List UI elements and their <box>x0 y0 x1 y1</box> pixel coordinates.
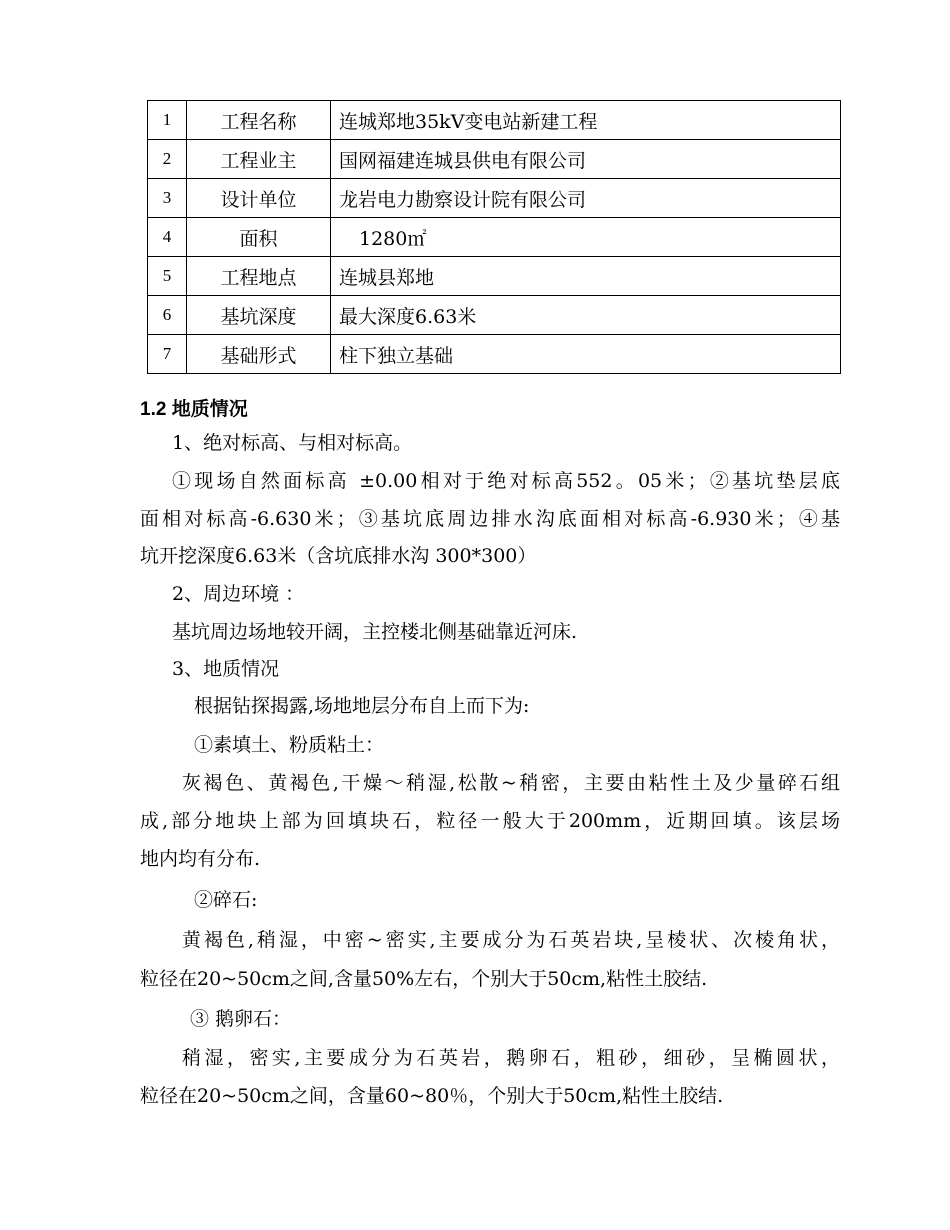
row-number: 5 <box>148 257 187 296</box>
paragraph-line: ①素填土、粉质粘土： <box>194 734 385 756</box>
row-value: 柱下独立基础 <box>331 335 841 374</box>
row-value: 最大深度6.63米 <box>331 296 841 335</box>
row-value: 连城县郑地 <box>331 257 841 296</box>
paragraph-line: ③ 鹅卵石： <box>190 1008 292 1030</box>
paragraph-line: 灰褐色、黄褐色,干燥～稍湿,松散~稍密，主要由粘性土及少量碎石组 <box>182 772 840 794</box>
row-key: 面积 <box>187 218 331 257</box>
row-key: 设计单位 <box>187 179 331 218</box>
row-number: 7 <box>148 335 187 374</box>
paragraph-line: 根据钻探揭露,场地地层分布自上而下为: <box>194 695 530 717</box>
project-info-table <box>147 100 841 374</box>
row-key: 基础形式 <box>187 335 331 374</box>
table-row <box>148 140 841 179</box>
row-key: 基坑深度 <box>187 296 331 335</box>
paragraph-line: 2、周边环境 ： <box>172 583 305 605</box>
table-row <box>148 218 841 257</box>
row-value: 国网福建连城县供电有限公司 <box>331 140 841 179</box>
section-heading: 1.2 地质情况 <box>140 399 248 420</box>
row-number: 3 <box>148 179 187 218</box>
row-number: 1 <box>148 101 187 140</box>
paragraph-line: 3、地质情况 <box>172 658 280 680</box>
row-number: 6 <box>148 296 187 335</box>
table-row <box>148 101 841 140</box>
paragraph-line: 地内均有分布. <box>140 848 261 870</box>
paragraph-line: 黄褐色,稍湿，中密~密实,主要成分为石英岩块,呈棱状、次棱角状， <box>182 929 840 951</box>
paragraph-line: 成,部分地块上部为回填块石，粒径一般大于200mm，近期回填。该层场 <box>140 810 840 832</box>
paragraph-line: 1、绝对标高、与相对标高。 <box>172 432 413 454</box>
row-number: 4 <box>148 218 187 257</box>
paragraph-line: ②碎石: <box>194 889 258 911</box>
row-key: 工程地点 <box>187 257 331 296</box>
row-key: 工程名称 <box>187 101 331 140</box>
row-key: 工程业主 <box>187 140 331 179</box>
paragraph-line: 坑开挖深度6.63米（含坑底排水沟 300*300） <box>140 545 537 567</box>
row-number: 2 <box>148 140 187 179</box>
row-value: 连城郑地35kV变电站新建工程 <box>331 101 841 140</box>
table-row <box>148 335 841 374</box>
table-row <box>148 296 841 335</box>
row-value: 龙岩电力勘察设计院有限公司 <box>331 179 841 218</box>
paragraph-line: 面相对标高-6.630米；③基坑底周边排水沟底面相对标高-6.930米；④基 <box>140 508 840 530</box>
table-row <box>148 257 841 296</box>
paragraph-line: ①现场自然面标高 ±0.00相对于绝对标高552。05米；②基坑垫层底 <box>172 470 840 492</box>
paragraph-line: 粒径在20~50cm之间,含量50%左右，个别大于50cm,粘性土胶结. <box>140 968 708 990</box>
paragraph-line: 稍湿，密实,主要成分为石英岩，鹅卵石，粗砂，细砂，呈椭圆状， <box>182 1047 840 1069</box>
paragraph-line: 基坑周边场地较开阔，主控楼北侧基础靠近河床. <box>172 621 578 643</box>
row-value: 1280㎡ <box>331 218 841 257</box>
table-row <box>148 179 841 218</box>
paragraph-line: 粒径在20~50cm之间，含量60~80％，个别大于50cm,粘性土胶结. <box>140 1085 724 1107</box>
